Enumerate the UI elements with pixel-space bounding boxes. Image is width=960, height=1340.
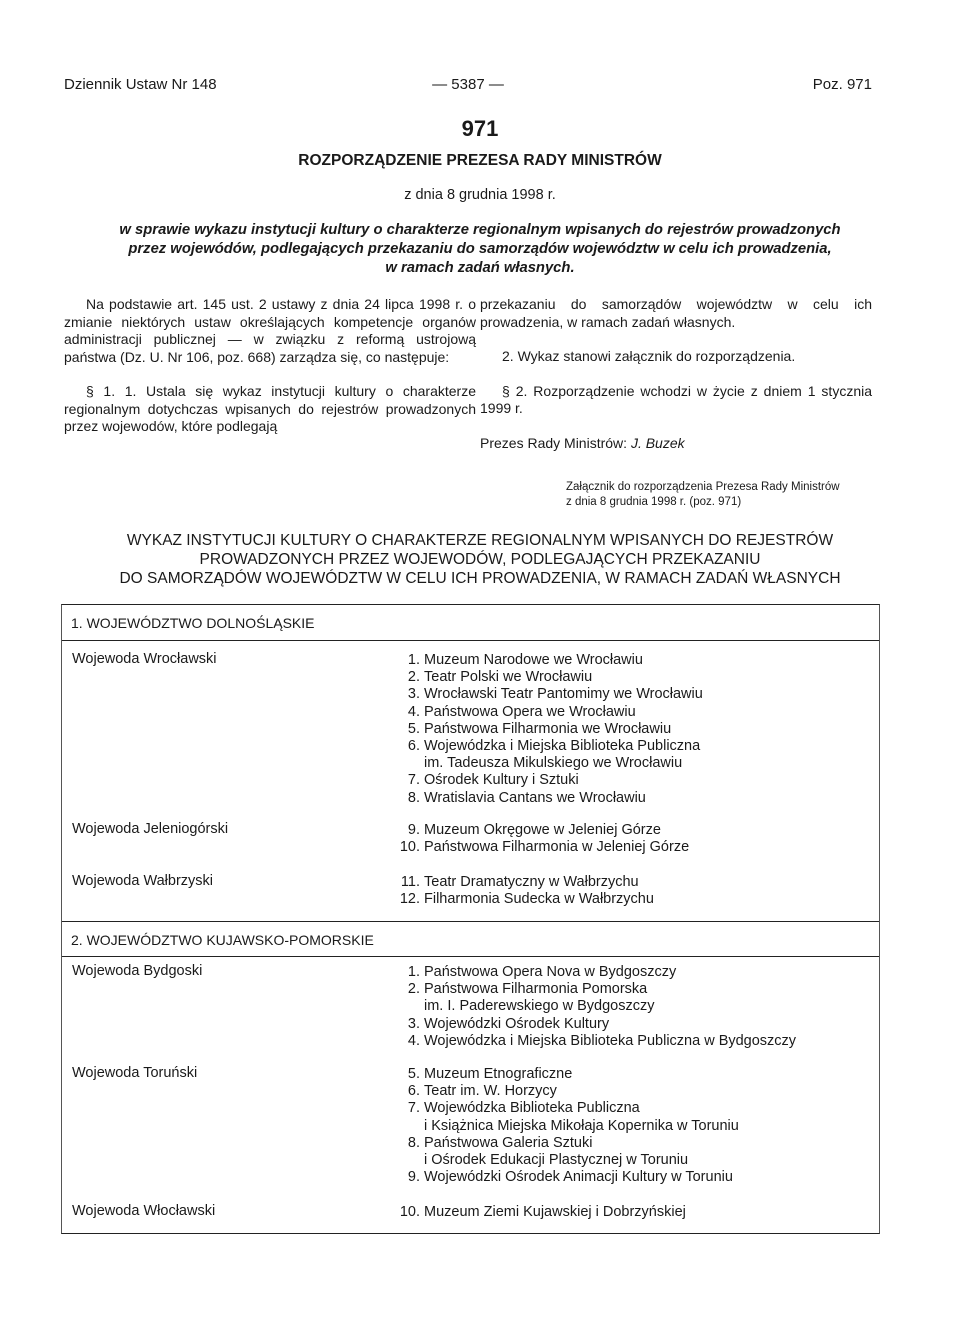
act-number: 971: [461, 116, 499, 141]
institution-item: [392, 669, 703, 686]
institution-item: [392, 1100, 739, 1117]
annex-note-line: z dnia 8 grudnia 1998 r. (poz. 971): [566, 496, 742, 508]
institution-item: [392, 1169, 739, 1186]
item-number: 9.: [407, 822, 420, 838]
item-name: Ośrodek Kultury i Sztuki: [424, 772, 579, 789]
institution-item: [392, 1016, 796, 1033]
paragraph-1: § 1. 1. Ustala się wykaz instytucji kultury o charakterze regionalnym dotychczas wpisanych do rejestrów prowadzonych przez wojewodów, które podlegają: [64, 383, 476, 434]
page-number: — 5387 —: [432, 76, 504, 93]
institution-item: [392, 1033, 796, 1050]
signature-name: J. Buzek: [630, 434, 685, 451]
institution-list: [392, 1066, 739, 1186]
section-header: 1. WOJEWÓDZTWO DOLNOŚLĄSKIE: [62, 605, 879, 641]
item-number: 5.: [407, 720, 420, 737]
item-name: i Książnica Miejska Mikołaja Kopernika w Toruniu: [424, 1117, 739, 1134]
item-name: Wojewódzki Ośrodek Animacji Kultury w Toruniu: [424, 1169, 733, 1186]
institution-item: [392, 721, 703, 738]
item-number: 12.: [399, 891, 420, 908]
position-number: Poz. 971: [812, 76, 872, 93]
item-name: Państwowa Opera Nova w Bydgoszczy: [424, 964, 677, 980]
body-left-column: [64, 296, 476, 436]
paragraph-2: § 2. Rozporządzenie wchodzi w życie z dniem 1 stycznia 1999 r.: [480, 382, 872, 416]
institution-item: [392, 738, 703, 755]
item-name: Muzeum Etnograficzne: [424, 1066, 573, 1082]
item-number: 3.: [407, 686, 420, 703]
item-name: Wojewódzka Biblioteka Publiczna: [424, 1100, 640, 1117]
item-number: 2.: [407, 981, 420, 998]
item-number: 3.: [407, 1015, 420, 1032]
item-number: 4.: [407, 1032, 420, 1049]
subject-line: w sprawie wykazu instytucji kultury o charakterze regionalnym wpisanych do rejestrów prowadzonych: [119, 222, 841, 238]
item-name: Państwowa Opera we Wrocławiu: [424, 703, 636, 720]
section-header: 2. WOJEWÓDZTWO KUJAWSKO-POMORSKIE: [62, 921, 879, 957]
item-name: Państwowa Galeria Sztuki: [424, 1134, 593, 1151]
institution-list: [392, 964, 796, 1050]
body-right-column: [480, 296, 872, 452]
subject-line: przez wojewódów, podlegających przekazaniu do samorządów województw w celu ich prowadzenia,: [128, 241, 832, 257]
list-title-line: DO SAMORZĄDÓW WOJEWÓDZTW W CELU ICH PROWADZENIA, W RAMACH ZADAŃ WŁASNYCH: [119, 570, 841, 587]
item-name: Teatr Polski we Wrocławiu: [424, 669, 593, 686]
running-header: [64, 76, 872, 98]
item-name: Wojewódzka i Miejska Biblioteka Publiczna w Bydgoszczy: [424, 1032, 797, 1049]
voivode-name: Wojewoda Jeleniogórski: [72, 821, 229, 837]
institution-item: [392, 874, 654, 891]
institution-list: [392, 1204, 686, 1221]
act-subject: [62, 221, 898, 278]
institution-item: [392, 772, 703, 789]
item-name: Teatr Dramatyczny w Wałbrzychu: [424, 874, 639, 890]
institution-item: [392, 998, 796, 1015]
item-name: Wrocławski Teatr Pantomimy we Wrocławiu: [424, 686, 703, 703]
item-number: 7.: [407, 1100, 420, 1117]
subject-line: w ramach zadań własnych.: [385, 260, 575, 276]
institution-item: [392, 891, 654, 908]
institution-item: [392, 686, 703, 703]
voivode-name: Wojewoda Wałbrzyski: [72, 873, 214, 889]
paragraph-1-point-2: 2. Wykaz stanowi załącznik do rozporządzenia.: [502, 348, 796, 364]
item-number: 1.: [407, 652, 420, 668]
item-number: 10.: [399, 1204, 420, 1220]
item-number: 8.: [407, 789, 420, 806]
institution-item: [392, 981, 796, 998]
item-name: Muzeum Okręgowe w Jeleniej Górze: [424, 822, 661, 838]
act-date: z dnia 8 grudnia 1998 r.: [404, 187, 556, 203]
institution-list: [392, 874, 654, 908]
voivode-name: Wojewoda Wrocławski: [72, 651, 217, 667]
institution-item: [392, 1118, 739, 1135]
annex-note-line: Załącznik do rozporządzenia Prezesa Rady Ministrów: [566, 481, 840, 493]
institution-item: [392, 964, 796, 981]
institution-item: [392, 790, 703, 807]
item-name: i Ośrodek Edukacji Plastycznej w Toruniu: [424, 1152, 689, 1169]
voivode-name: Wojewoda Włocławski: [72, 1203, 216, 1219]
institution-item: [392, 822, 689, 839]
item-number: 11.: [400, 874, 420, 890]
item-name: Wojewódzki Ośrodek Kultury: [424, 1015, 610, 1032]
institution-item: [392, 755, 703, 772]
institution-item: [392, 704, 703, 721]
list-title-line: PROWADZONYCH PRZEZ WOJEWODÓW, PODLEGAJĄCYCH PRZEKAZANIU: [199, 551, 761, 568]
item-name: Wojewódzka i Miejska Biblioteka Publiczna: [424, 738, 701, 755]
institution-item: [392, 652, 703, 669]
institutions-table: [61, 604, 880, 1234]
item-name: im. Tadeusza Mikulskiego we Wrocławiu: [424, 755, 683, 772]
institution-item: [392, 1083, 739, 1100]
list-title-line: WYKAZ INSTYTUCJI KULTURY O CHARAKTERZE REGIONALNYM WPISANYCH DO REJESTRÓW: [126, 532, 834, 549]
list-title: [60, 531, 900, 588]
institution-item: [392, 1152, 739, 1169]
item-number: 1.: [407, 964, 420, 980]
journal-name: Dziennik Ustaw Nr 148: [64, 76, 217, 93]
item-name: Państwowa Filharmonia Pomorska: [424, 981, 648, 998]
item-number: 10.: [399, 839, 420, 856]
institution-item: [392, 1066, 739, 1083]
item-name: Teatr im. W. Horzycy: [424, 1083, 557, 1100]
institution-list: [392, 822, 689, 856]
item-name: Wratislavia Cantans we Wrocławiu: [424, 789, 646, 806]
item-number: 6.: [407, 1083, 420, 1100]
signature-role: Prezes Rady Ministrów:: [480, 434, 631, 451]
act-title: ROZPORZĄDZENIE PREZESA RADY MINISTRÓW: [298, 152, 662, 169]
voivode-name: Wojewoda Toruński: [72, 1065, 198, 1081]
preamble: Na podstawie art. 145 ust. 2 ustawy z dnia 24 lipca 1998 r. o zmianie niektórych ustaw określających kompetencje organów administracji publicznej — w związku z reformą ustrojową państwa (Dz. U. Nr 106, poz. 668) zarządza się, co następuje:: [64, 296, 476, 365]
item-name: im. I. Paderewskiego w Bydgoszczy: [424, 998, 655, 1015]
institution-item: [392, 839, 689, 856]
item-name: Państwowa Filharmonia w Jeleniej Górze: [424, 839, 690, 856]
item-number: 6.: [407, 738, 420, 755]
institution-list: [392, 652, 703, 807]
item-number: 5.: [407, 1066, 420, 1082]
item-number: 2.: [407, 669, 420, 686]
item-name: Filharmonia Sudecka w Wałbrzychu: [424, 891, 654, 908]
item-name: Państwowa Filharmonia we Wrocławiu: [424, 720, 672, 737]
signature: [480, 435, 872, 453]
institution-item: [392, 1135, 739, 1152]
item-number: 4.: [407, 703, 420, 720]
item-number: 7.: [407, 772, 420, 789]
annex-note: [566, 480, 886, 510]
institution-item: [392, 1204, 686, 1221]
paragraph-1-continued: przekazaniu do samorządów województw w celu ich prowadzenia, w ramach zadań własnych.: [480, 296, 872, 330]
item-name: Muzeum Narodowe we Wrocławiu: [424, 652, 643, 668]
voivode-name: Wojewoda Bydgoski: [72, 963, 203, 979]
item-number: 9.: [407, 1169, 420, 1186]
item-number: 8.: [407, 1134, 420, 1151]
item-name: Muzeum Ziemi Kujawskiej i Dobrzyńskiej: [424, 1204, 686, 1220]
